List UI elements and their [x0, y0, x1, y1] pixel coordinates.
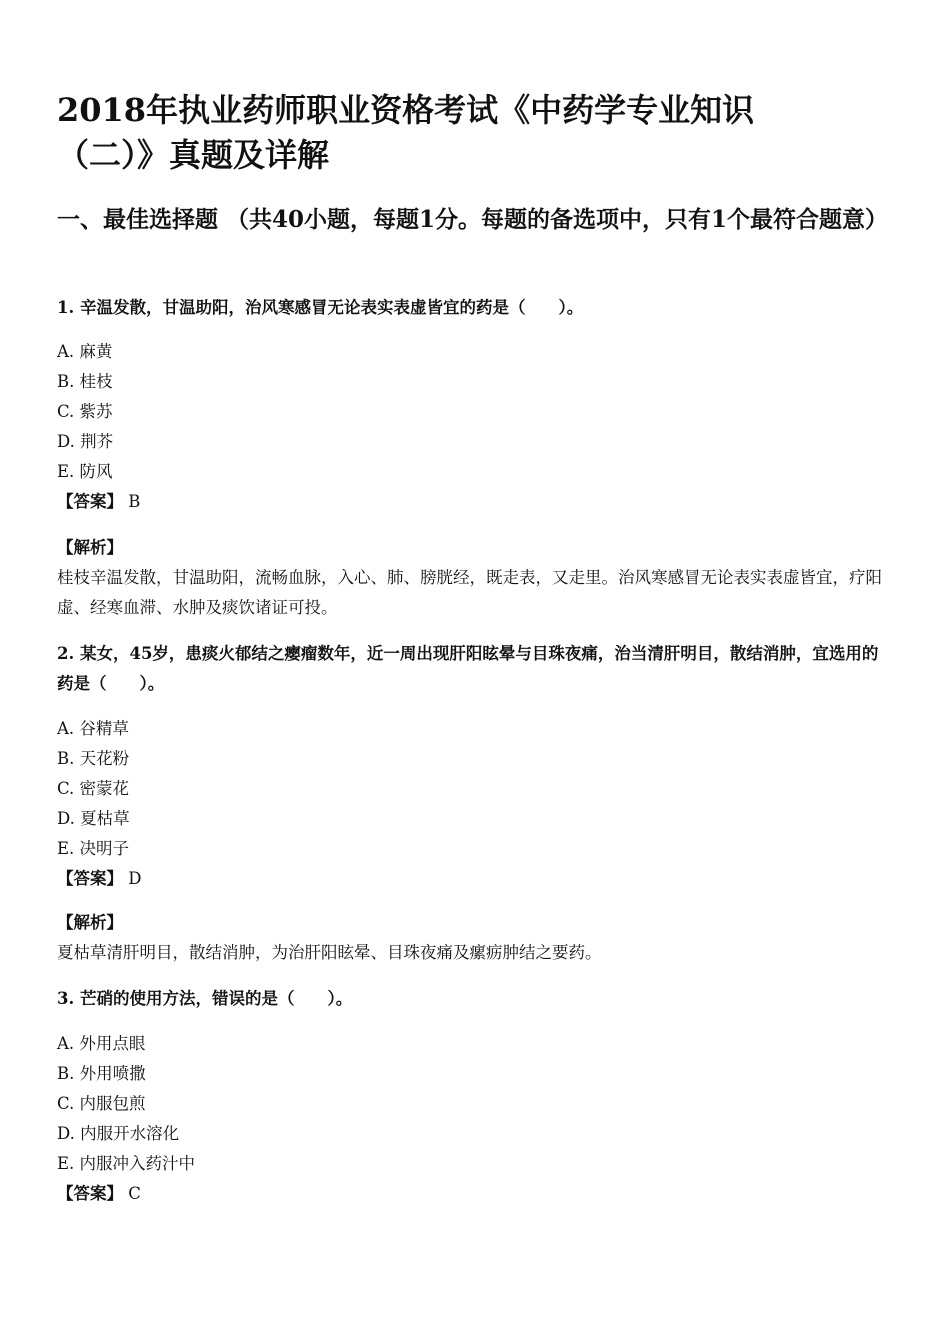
question-1-explanation-label: 【解析】: [57, 538, 123, 557]
answer-value: B: [128, 492, 141, 511]
question-1-explanation: 桂枝辛温发散，甘温助阳，流畅血脉，入心、肺、膀胱经，既走表，又走里。治风寒感冒无论表实表虚皆宜，疗阳虚、经寒血滞、水肿及痰饮诸证可投。: [57, 568, 882, 617]
question-3-option-d: D. 内服开水溶化: [57, 1124, 180, 1143]
question-1-option-d: D. 荆芥: [57, 432, 114, 451]
question-2-option-a: A. 谷精草: [57, 719, 129, 738]
question-2-option-b: B. 天花粉: [57, 749, 130, 768]
question-2-option-e: E. 决明子: [57, 839, 130, 858]
question-3-answer: [57, 1179, 141, 1209]
question-3-option-b: B. 外用喷撒: [57, 1064, 146, 1083]
answer-value: C: [128, 1184, 141, 1203]
document-title: [57, 88, 877, 178]
document-title-line-2: （二）》真题及详解: [57, 136, 330, 174]
question-1-option-b: B. 桂枝: [57, 372, 113, 391]
question-2-answer: [57, 864, 141, 894]
document-title-line-1: 2018年执业药师职业资格考试《中药学专业知识: [57, 91, 755, 129]
question-2-explanation: 夏枯草清肝明目，散结消肿，为治肝阳眩晕、目珠夜痛及瘰疬肿结之要药。: [57, 943, 602, 962]
question-1-stem: 1. 辛温发散，甘温助阳，治风寒感冒无论表实表虚皆宜的药是（ ）。: [57, 298, 584, 317]
question-1-answer: [57, 487, 140, 517]
answer-label: 【答案】: [57, 869, 123, 888]
question-2-stem: 2. 某女，45岁，患痰火郁结之瘿瘤数年，近一周出现肝阳眩晕与目珠夜痛，治当清肝明目，散结消肿，宜选用的药是（ ）。: [57, 644, 879, 693]
question-2-option-c: C. 密蒙花: [57, 779, 130, 798]
question-3-stem: 3. 芒硝的使用方法，错误的是（ ）。: [57, 989, 353, 1008]
question-1-option-a: A. 麻黄: [57, 342, 113, 361]
question-3-option-c: C. 内服包煎: [57, 1094, 146, 1113]
answer-label: 【答案】: [57, 492, 123, 511]
question-3-option-a: A. 外用点眼: [57, 1034, 146, 1053]
question-3-option-e: E. 内服冲入药汁中: [57, 1154, 196, 1173]
question-2-explanation-label: 【解析】: [57, 913, 123, 932]
answer-value: D: [128, 869, 142, 888]
question-1-option-c: C. 紫苏: [57, 402, 113, 421]
question-1-option-e: E. 防风: [57, 462, 113, 481]
section-heading: 一、最佳选择题 （共40小题，每题1分。每题的备选项中，只有1个最符合题意）: [57, 206, 889, 233]
answer-label: 【答案】: [57, 1184, 123, 1203]
question-2-option-d: D. 夏枯草: [57, 809, 130, 828]
